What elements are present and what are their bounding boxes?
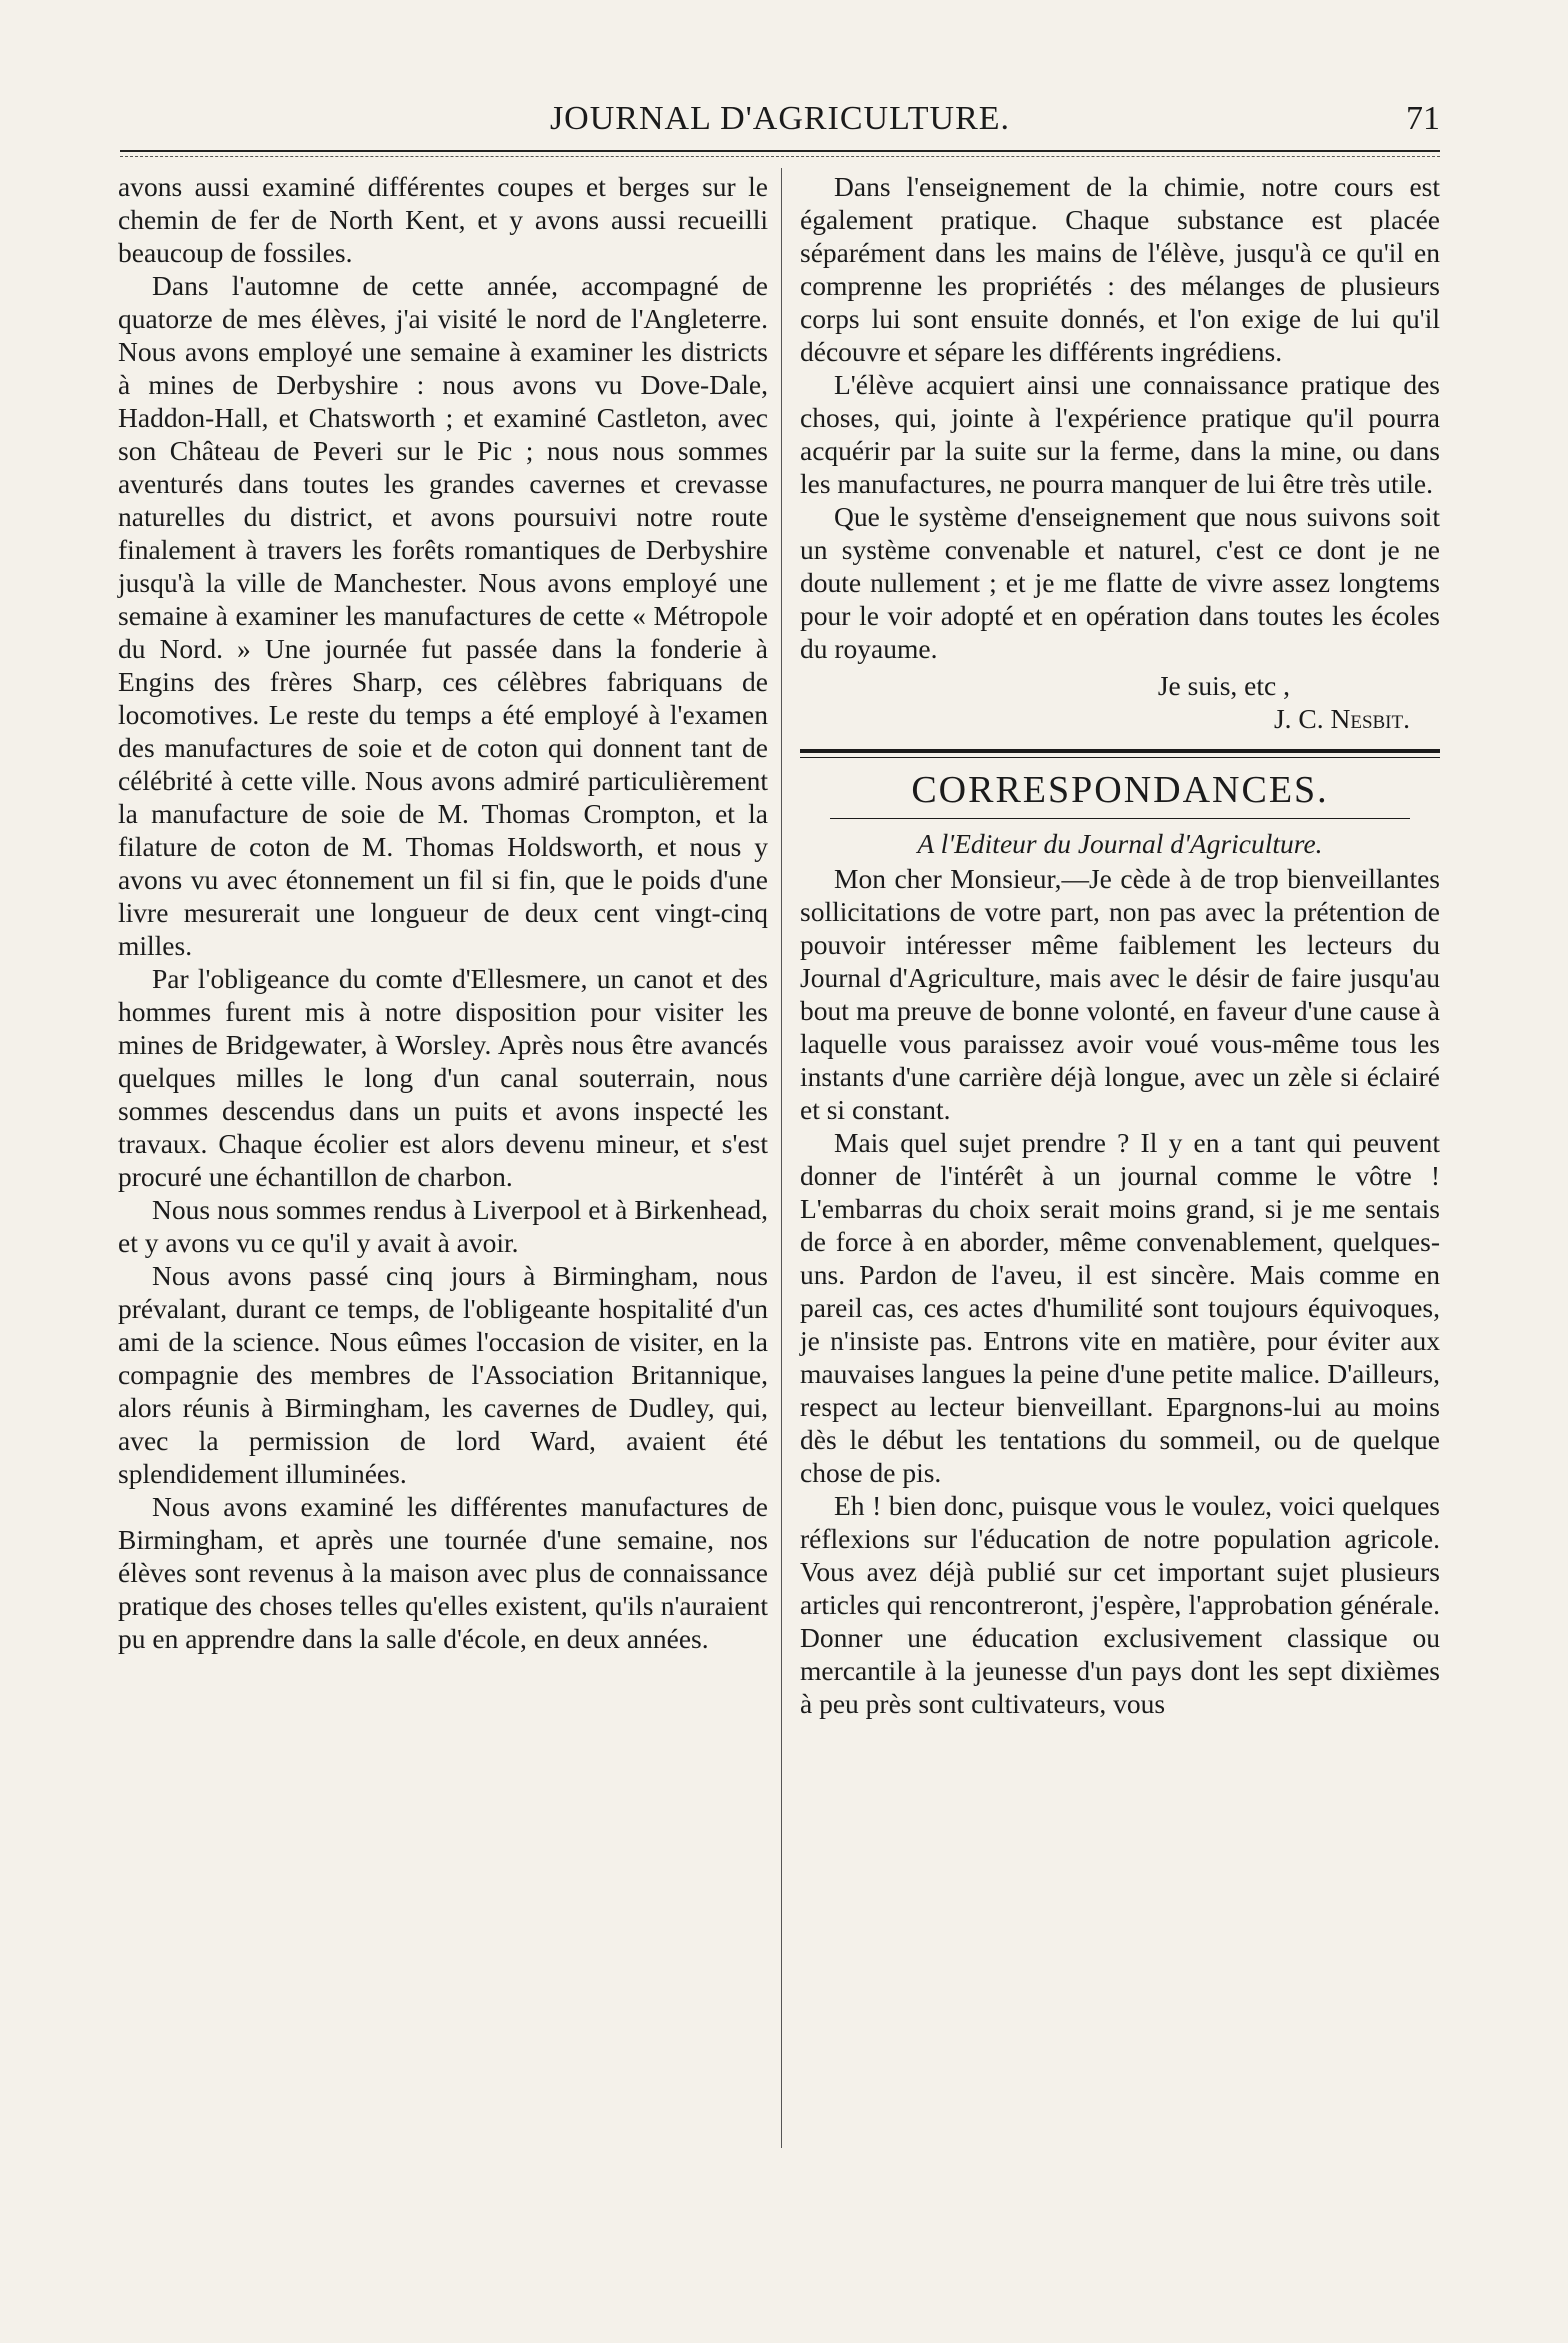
section-rule-thick: [800, 749, 1440, 753]
paragraph: Nous avons passé cinq jours à Birmingham, nous prévalant, durant ce temps, de l'obligeante hospitalité d'un ami de la science. Nous eûmes l'occasion de visiter, en la compagnie des membres de l'Association Britannique, alors réunis à Birmingham, les cavernes de Dudley, qui, avec la permission de lord Ward, avaient été splendidement illuminées.: [118, 1260, 768, 1489]
letter-addressee: A l'Editeur du Journal d'Agriculture.: [917, 828, 1323, 859]
header-rule: [120, 150, 1440, 152]
running-title: JOURNAL D'AGRICULTURE.: [549, 100, 1011, 137]
paragraph: Dans l'enseignement de la chimie, notre cours est également pratique. Chaque substance est placée séparément dans les mains de l'élève, jusqu'à ce qu'il en comprenne les propriétés : des mélanges de plusieurs corps lui sont ensuite donnés, et l'on exige de lui qu'il découvre et sépare les différents ingrédiens.: [800, 171, 1440, 367]
left-column: [118, 170, 768, 1655]
section-title: CORRESPONDANCES.: [911, 769, 1329, 811]
column-divider: [781, 168, 782, 2148]
paragraph: avons aussi examiné différentes coupes et berges sur le chemin de fer de North Kent, et y avons aussi recueilli beaucoup de fossiles.: [118, 171, 768, 268]
header-rule-dashed: [120, 156, 1440, 157]
paragraph: L'élève acquiert ainsi une connaissance pratique des choses, qui, jointe à l'expérience pratique qu'il pourra acquérir par la suite sur la ferme, dans la mine, ou dans les manufactures, ne pourra manquer de lui être très utile.: [800, 369, 1440, 499]
page-header: [120, 100, 1440, 150]
paragraph: Mon cher Monsieur,—Je cède à de trop bienveillantes sollicitations de votre part, non pas avec la prétention de pouvoir intéresser même faiblement les lecteurs du Journal d'Agriculture, mais avec le désir de faire jusqu'au bout ma preuve de bonne volonté, en faveur d'une cause à laquelle vous paraissez avoir voué vous-même tous les instants d'une carrière déjà longue, avec un zèle si éclairé et si constant.: [800, 863, 1440, 1125]
closing-line: Je suis, etc ,: [1157, 670, 1290, 701]
paragraph: Par l'obligeance du comte d'Ellesmere, un canot et des hommes furent mis à notre disposition pour visiter les mines de Bridgewater, à Worsley. Après nous être avancés quelques milles le long d'un canal souterrain, nous sommes descendus dans un puits et avons inspecté les travaux. Chaque écolier est alors devenu mineur, et s'est procuré une échantillon de charbon.: [118, 963, 768, 1192]
paragraph: Nous nous sommes rendus à Liverpool et à Birkenhead, et y avons vu ce qu'il y avait à avoir.: [118, 1194, 768, 1258]
paragraph: Nous avons examiné les différentes manufactures de Birmingham, et après une tournée d'une semaine, nos élèves sont revenus à la maison avec plus de connaissance pratique des choses telles qu'elles existent, qu'ils n'auraient pu en apprendre dans la salle d'école, en deux années.: [118, 1491, 768, 1654]
section-title-rule: [830, 818, 1410, 819]
signature: J. C. Nesbit.: [1273, 703, 1410, 734]
paragraph: Mais quel sujet prendre ? Il y en a tant qui peuvent donner de l'intérêt à un journal comme le vôtre ! L'embarras du choix serait moins grand, si je me sentais de force à en aborder, même convenablement, quelques-uns. Pardon de l'aveu, il est sincère. Mais comme en pareil cas, ces actes d'humilité sont toujours équivoques, je n'insiste pas. Entrons vite en matière, pour éviter aux mauvaises langues la peine d'une petite malice. D'ailleurs, respect au lecteur bienveillant. Epargnons-lui au moins dès le début les tentations du sommeil, ou de quelque chose de pis.: [800, 1127, 1440, 1488]
paragraph: Que le système d'enseignement que nous suivons soit un système convenable et naturel, c'est ce dont je ne doute nullement ; et je me flatte de vivre assez longtems pour le voir adopté et en opération dans toutes les écoles du royaume.: [800, 501, 1440, 664]
page-number: 71: [1406, 100, 1440, 137]
paragraph: Eh ! bien donc, puisque vous le voulez, voici quelques réflexions sur l'éducation de notre population agricole. Vous avez déjà publié sur cet important sujet plusieurs articles qui rencontreront, j'espère, l'approbation générale. Donner une éducation exclusivement classique ou mercantile à la jeunesse d'un pays dont les sept dixièmes à peu près sont cultivateurs, vous: [800, 1490, 1440, 1719]
right-column: [800, 170, 1440, 1720]
section-rule-thin: [800, 757, 1440, 758]
paragraph: Dans l'automne de cette année, accompagné de quatorze de mes élèves, j'ai visité le nord de l'Angleterre. Nous avons employé une semaine à examiner les districts à mines de Derbyshire : nous avons vu Dove-Dale, Haddon-Hall, et Chatsworth ; et examiné Castleton, avec son Château de Peveri sur le Pic ; nous nous sommes aventurés dans toutes les grandes cavernes et crevasse naturelles du district, et avons poursuivi notre route finalement à travers les forêts romantiques de Derbyshire jusqu'à la ville de Manchester. Nous avons employé une semaine à examiner les manufactures de cette « Métropole du Nord. » Une journée fut passée dans la fonderie à Engins des frères Sharp, ces célèbres fabriquans de locomotives. Le reste du temps a été employé à l'examen des manufactures de soie et de coton qui donnent tant de célébrité à cette ville. Nous avons admiré particulièrement la manufacture de soie de M. Thomas Crompton, et la filature de coton de M. Thomas Holdsworth, et nous y avons vu avec étonnement un fil si fin, que le poids d'une livre mesurerait une longueur de deux cent vingt-cinq milles.: [118, 270, 768, 961]
